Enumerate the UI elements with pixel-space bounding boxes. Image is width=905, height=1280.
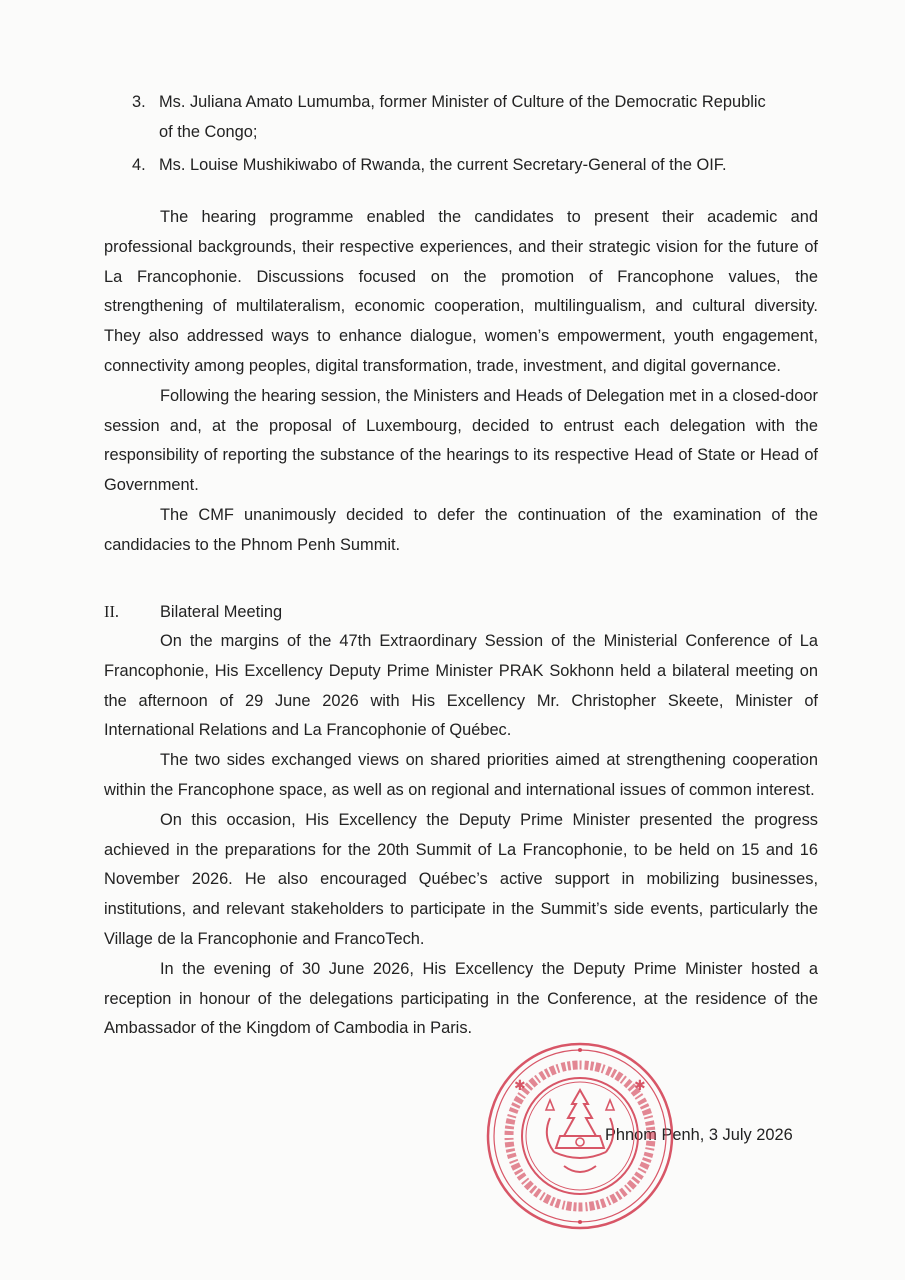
section-heading — [104, 597, 282, 628]
list-text: Ms. Louise Mushikiwabo of Rwanda, the current Secretary-General of the OIF. — [159, 156, 727, 174]
paragraph: The CMF unanimously decided to defer the continuation of the examination of the candidacies to the Phnom Penh Summit. — [104, 505, 818, 554]
official-seal-icon — [484, 1040, 676, 1232]
paragraph: Following the hearing session, the Ministers and Heads of Delegation met in a closed-door session and, at the proposal of Luxembourg, decided to entrust each delegation with the responsibility of reporting the substance of the hearings to its respective Head of State or Head of Government. — [104, 386, 818, 495]
svg-text:✱: ✱ — [634, 1078, 646, 1094]
place-date: Phnom Penh, 3 July 2026 — [605, 1126, 793, 1144]
list-number: 3. — [132, 93, 146, 111]
list-text: Ms. Juliana Amato Lumumba, former Minister of Culture of the Democratic Republic of the Congo; — [159, 93, 766, 141]
svg-text:✱: ✱ — [514, 1078, 526, 1094]
paragraph: The two sides exchanged views on shared priorities aimed at strengthening cooperation within the Francophone space, as well as on regional and international issues of common interest. — [104, 751, 818, 799]
paragraph: On the margins of the 47th Extraordinary Session of the Ministerial Conference of La Francophonie, His Excellency Deputy Prime Minister PRAK Sokhonn held a bilateral meeting on the afternoon of 29 June 2026 with His Excellency Mr. Christopher Skeete, Minister of International Relations and La Francophonie of Québec. — [104, 632, 818, 740]
body-text — [104, 203, 818, 561]
paragraph: On this occasion, His Excellency the Deputy Prime Minister presented the progress achieved in the preparations for the 20th Summit of La Francophonie, to be held on 15 and 16 November 2026. He also encouraged Québec’s active support in mobilizing businesses, institutions, and relevant stakeholders to participate in the Summit’s side events, particularly the Village de la Francophonie and FrancoTech. — [104, 810, 818, 948]
paragraph: In the evening of 30 June 2026, His Excellency the Deputy Prime Minister hosted a reception in honour of the delegations participating in the Conference, at the residence of the Ambassador of the Kingdom of Cambodia in Paris. — [104, 959, 818, 1038]
section-title: Bilateral Meeting — [160, 603, 283, 621]
paragraph: The hearing programme enabled the candidates to present their academic and professional backgrounds, their respective experiences, and their strategic vision for the future of La Francophonie. Discussions focused on the promotion of Francophone values, the strengthening of multilateralism, economic cooperation, multilingualism, and cultural diversity. They also addressed ways to enhance dialogue, women’s empowerment, youth engagement, connectivity among peoples, digital transformation, trade, investment, and digital governance. — [104, 208, 818, 375]
section-number: II. — [104, 602, 120, 621]
list-number: 4. — [132, 156, 146, 174]
body-text — [104, 627, 818, 1044]
